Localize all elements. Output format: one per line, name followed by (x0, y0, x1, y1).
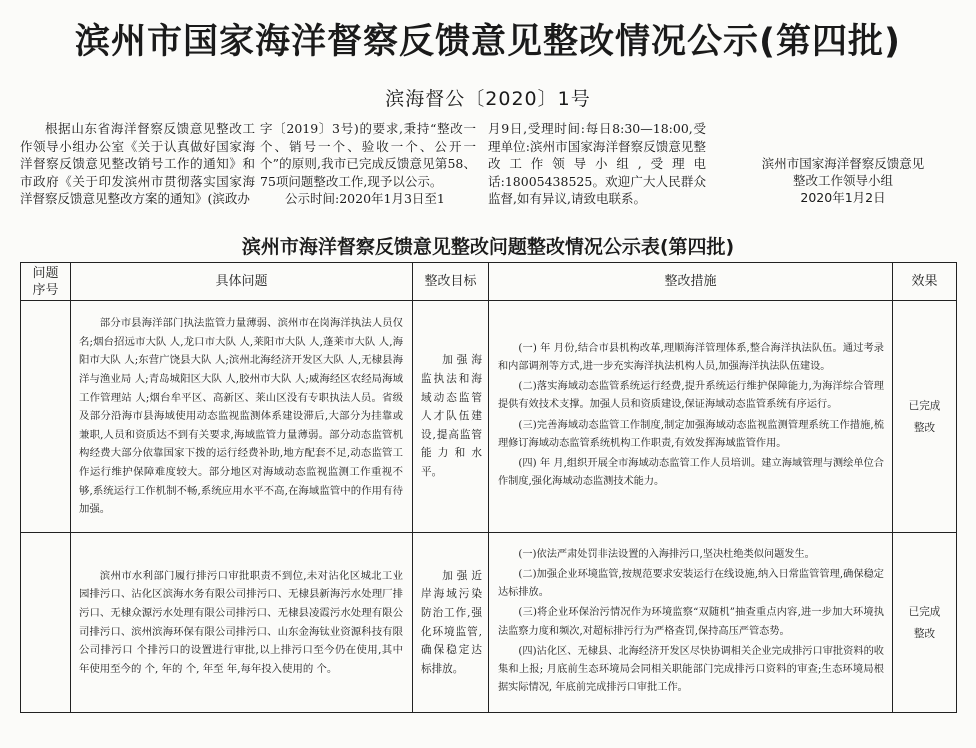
intro-paragraph-1: 根据山东省海洋督察反馈意见整改工作领导小组办公室《关于认真做好国家海洋督察反馈意见整改销号工作的通知》和市政府《关于印发滨州市贯彻落实国家海洋督察反馈意见整改方案的通知》(滨政办 (20, 121, 255, 207)
row-2-effect (893, 533, 957, 713)
intro-column-3 (488, 120, 706, 208)
row-2-measure-4: (四)沾化区、无棣县、北海经济开发区尽快协调相关企业完成排污口审批资料的收集和上报; 月底前生态环境局会同相关职能部门完成排污口资料的审查;生态环境局根据实际情况, 年底前完成排污口审批工作。 (498, 645, 884, 694)
row-1-measure-2: (二)落实海域动态监管系统运行经费,提升系统运行维护保障能力,为海洋综合管理提供有效技术支撑。加强人员和资质建设,保证海域动态监管系统有序运行。 (498, 381, 884, 411)
row-2-problem: 滨州市水利部门履行排污口审批职责不到位,未对沾化区城北工业园排污口、沾化区滨海水务有限公司排污口、无棣县新海污水处理厂排污口、无棣众源污水处理有限公司排污口、无棣县凌霞污水处理有限公司排污口、滨州滨海环保有限公司排污口、山东金海钛业资源科技有限公司排污口 个排污口的设置进行审批,以上排污口至今仍在使用,其中 年使用至今的 个, 年的 个, 年至 年,每年投入使用的 个。 (71, 533, 413, 713)
signature-org-line-2: 整改工作领导小组 (792, 173, 893, 188)
row-2-measure-1: (一)依法严肃处罚非法设置的入海排污口,坚决杜绝类似问题发生。 (518, 548, 815, 560)
header-seq: 问题序号 (21, 263, 71, 301)
publicity-period: 公示时间:2020年1月3日至1 (285, 191, 445, 207)
row-1-seq (21, 301, 71, 533)
table-header-row (21, 263, 957, 301)
row-1-measure-3: (三)完善海域动态监管工作制度,制定加强海域动态监视监测管理系统工作措施,梳理修订海域动态监管系统机构工作职责,有效发挥海域监管作用。 (498, 419, 884, 449)
table-row (21, 301, 957, 533)
row-2-measures (489, 533, 893, 713)
signature-block (730, 155, 956, 206)
row-2-measure-2: (二)加强企业环境监管,按规范要求安装运行在线设施,纳入日常监管管理,确保稳定达标排放。 (498, 568, 884, 599)
document-number: 滨海督公〔2020〕1号 (385, 88, 591, 110)
row-2-seq (21, 533, 71, 713)
signature-org-line-1: 滨州市国家海洋督察反馈意见 (761, 156, 925, 171)
row-2-goal-text: 加强近岸海域污染防治工作,强化环境监管,确保稳定达标排放。 (421, 569, 482, 675)
row-1-measure-4: (四) 年 月,组织开展全市海域动态监管工作人员培训。建立海域管理与测绘单位合作制度,强化海域动态监测技术能力。 (498, 457, 884, 488)
row-2-effect-text: 已完成整改 (908, 605, 941, 640)
row-2-measure-3: (三)将企业环保治污情况作为环境监察“双随机”抽查重点内容,进一步加大环境执法监察力度和频次,对超标排污行为严格查罚,保持高压严管态势。 (498, 607, 884, 637)
page-title: 滨州市国家海洋督察反馈意见整改情况公示(第四批) (75, 22, 901, 62)
table-title: 滨州市海洋督察反馈意见整改问题整改情况公示表(第四批) (241, 236, 735, 258)
header-effect: 效果 (893, 263, 957, 301)
row-1-problem: 部分市县海洋部门执法监管力量薄弱、滨州市在岗海洋执法人员仅 名;烟台招远市大队 人,龙口市大队 人,莱阳市大队 人,蓬莱市大队 人,海阳市大队 人;东营广饶县大队 人;滨州北海经济开发区大队 人,无棣县海洋与渔业局 人;青岛城阳区大队 人,胶州市大队 人;威海经区农经局海域工作管理站 人;烟台牟平区、高新区、莱山区没有专职执法人员。省级及部分沿海市县海域使用动态监视监测体系建设滞后,大部分为挂靠或兼职,人员和资质达不到有关要求,海域监管力量薄弱。部分动态监管机构经费大部分依靠国家下拨的运行经费补助,地方配套不足,动态监管工作运行维护保障难度较大。部分地区对海域动态监视监测工作重视不够,系统运行工作机制不畅,系统应用水平不高,在海域监管中的作用有待加强。 (71, 301, 413, 533)
row-1-goal-text: 加强海监执法和海域动态监管人才队伍建设,提高监管能力和水平。 (421, 354, 482, 478)
intro-paragraph-2: 字〔2019〕3号)的要求,秉持“整改一个、销号一个、验收一个、公开一个”的原则,我市已完成反馈意见第58、75项问题整改工作,现予以公示。 (260, 121, 476, 189)
rectification-table (20, 262, 957, 713)
header-problem: 具体问题 (71, 263, 413, 301)
row-2-goal (413, 533, 489, 713)
row-1-measures (489, 301, 893, 533)
row-1-measure-1: (一) 年 月份,结合市县机构改革,理顺海洋管理体系,整合海洋执法队伍。通过考录和内部调剂等方式,进一步充实海洋执法机构人员,加强海洋执法队伍建设。 (498, 342, 884, 372)
intro-paragraph-3: 月9日,受理时间:每日8:30—18:00,受理单位:滨州市国家海洋督察反馈意见整改工作领导小组,受理电话:18005438525。欢迎广大人民群众监督,如有异议,请致电联系。 (488, 121, 706, 207)
row-1-effect (893, 301, 957, 533)
signature-date: 2020年1月2日 (800, 190, 886, 205)
header-measures: 整改措施 (489, 263, 893, 301)
table-row (21, 533, 957, 713)
row-1-effect-text: 已完成整改 (908, 399, 941, 434)
intro-column-2 (260, 120, 476, 208)
intro-column-1 (20, 120, 255, 208)
row-1-goal (413, 301, 489, 533)
header-goal: 整改目标 (413, 263, 489, 301)
